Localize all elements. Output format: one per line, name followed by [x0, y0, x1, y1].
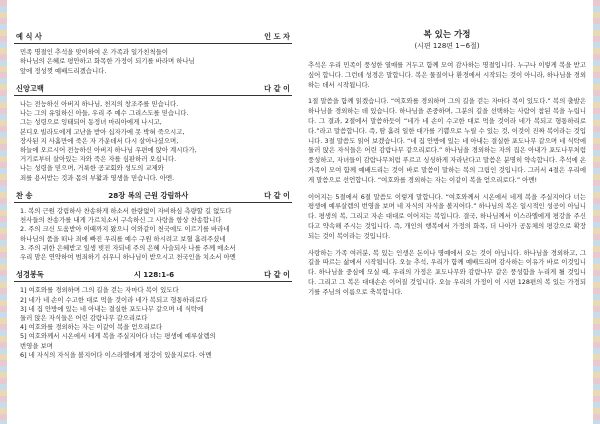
call-leader: 인 도 자 — [264, 32, 290, 41]
creed-leader: 다 같 이 — [264, 83, 290, 93]
hymn-line: 1. 복의 근원 강림하사 찬송하게 하소서 한량없이 자비하심 측량할 길 없도다 — [20, 207, 232, 216]
sermon-paragraph: 추석은 우리 민족이 풍성한 열매를 거두고 함께 모여 감사하는 명절입니다. 누구나 이렇게 복을 받고 싶어 합니다. 그런데 성경은 말합니다. 복은 물질이나 환경에서 시작되는 것이 아니라, 하나님을 경외하는 데서 시작됩니다. — [308, 61, 586, 89]
scripture-line: 둘러 앉은 자식들은 어린 감람나무 같으리로다 — [20, 314, 148, 323]
scripture-reference: 시 128:1-6 — [133, 270, 175, 280]
sermon-paragraph: 이어지는 5절에서 6절 말씀도 이렇게 말합니다. “여호와께서 시온에서 네게 복을 주실지어다 너는 평생에 예루살렘의 번영을 보며 네 자식의 자식을 볼지어다.” 하나님의 복은 일시적인 성공이 아닙니다. 평생의 복, 그리고 자손 대대로 이어지는 복입니다. 결국, 하나님께서 이스라엘에게 평강을 주신다고 약속해 주시는 것입니다. 즉, 개인의 행복에서 가정의 화목, 더 나아가 공동체의 평강으로 확장되는 것이 복이라는 것입니다. — [308, 192, 586, 240]
hymn-line: 3. 주의 귀한 은혜받고 일생 빚진 자되네 주의 은혜 사슬되사 나를 주께 매소서 — [20, 243, 236, 252]
decorative-border-left — [0, 0, 7, 424]
call-section — [14, 30, 292, 76]
creed-line: 죄를 용서받는 것과 몸의 부활과 영생을 믿습니다. 아멘. — [20, 173, 175, 182]
scripture-line: 1] 여호와를 경외하며 그의 길을 걷는 자마다 복이 있도다 — [20, 286, 179, 295]
scripture-title: 성경봉독 — [16, 270, 44, 280]
creed-title: 신앙고백 — [16, 83, 44, 93]
call-header — [14, 30, 292, 44]
call-line: 민족 명절인 추석을 맞이하여 온 가족과 일가친척들이 — [20, 48, 169, 57]
creed-text — [20, 100, 292, 183]
sermon-column — [308, 30, 586, 305]
creed-line: 하늘에 오르시어 전능하신 아버지 하나님 우편에 앉아 계시다가, — [20, 146, 197, 155]
hymn-number: 28장 복의 근원 강림하사 — [108, 190, 189, 200]
decorative-border-right — [593, 0, 600, 424]
call-text — [20, 48, 292, 76]
creed-line: 장사된 지 사흘만에 죽은 자 가운데서 다시 살아나셨으며, — [20, 136, 179, 145]
hymn-line: 2. 주의 크신 도움받아 이때까지 왔으니 이와같이 천국에도 이르기를 바라네 — [20, 225, 230, 234]
creed-line: 나는 성령을 믿으며, 거룩한 공교회와 성도의 교제와 — [20, 164, 164, 173]
creed-header — [14, 82, 292, 96]
scripture-line: 번영을 보며 — [20, 341, 53, 350]
scripture-line: 2] 네가 네 손이 수고한 대로 먹을 것이라 네가 복되고 형통하리로다 — [20, 295, 208, 304]
scripture-header — [14, 268, 292, 282]
sermon-subtitle: (시편 128편 1~6절) — [414, 42, 480, 50]
hymn-title: 찬 송 — [16, 190, 33, 200]
hymn-line: 우리 맘은 연약하여 범죄하기 쉬우니 하나님이 받으시고 천국인을 치소서 아멘 — [20, 253, 236, 262]
hymn-section — [14, 189, 292, 262]
creed-section — [14, 82, 292, 183]
sermon-title: 복 있는 가정 — [423, 30, 471, 40]
scripture-line: 3] 네 집 안방에 있는 네 아내는 결실한 포도나무 같으며 네 식탁에 — [20, 304, 204, 313]
hymn-leader: 다 같 이 — [264, 190, 290, 200]
sermon-paragraph: 사랑하는 가족 여러분, 복 있는 인생은 돈이나 명예에서 오는 것이 아닙니다. 하나님을 경외하고, 그 길을 따르는 삶에서 시작됩니다. 오늘 추석, 우리가 함께 예배드리며 감사하는 이유가 바로 이것입니다. 하나님을 중심에 모실 때, 우리의 가정은 포도나무와 감람나무 같은 풍성함을 누리게 될 것입니다. 그리고 그 복은 대대손손 이어질 것입니다. 오늘 우리의 가정이 이 시편 128편의 복 있는 가정되기를 주님의 이름으로 축복합니다. — [308, 248, 586, 296]
hymn-header — [14, 189, 292, 203]
scripture-line: 5] 여호와께서 시온에서 네게 복을 주실지어다 너는 평생에 예루살렘의 — [20, 332, 216, 341]
worship-order-column — [14, 30, 292, 366]
scripture-section — [14, 268, 292, 360]
hymn-line: 하나님의 품을 떠나 죄에 빠진 우리를 예수 구원 하시려고 보혈 흘려주셨네 — [20, 234, 226, 243]
call-line: 하나님의 은혜로 평안하고 화목한 가정이 되기를 바라며 하나님 — [20, 57, 195, 66]
creed-line: 그는 성령으로 잉태되어 동정녀 마리아에게 나시고, — [20, 118, 162, 127]
creed-line: 거기로부터 살아있는 자와 죽은 자를 심판하러 오십니다. — [20, 155, 177, 164]
call-line: 앞에 정성껏 예배드리겠습니다. — [20, 66, 107, 75]
scripture-line: 4] 여호와를 경외하는 자는 이같이 복을 얻으리로다 — [20, 323, 163, 332]
hymn-line: 천사들의 찬송가를 내게 가르치소서 구속하신 그 사랑을 항상 찬송합니다 — [20, 216, 222, 225]
scripture-leader: 다 같 이 — [264, 270, 290, 280]
call-title: 예 식 사 — [16, 32, 42, 41]
scripture-line: 6] 네 자식의 자식을 볼지어다 이스라엘에게 평강이 있을지로다. 아멘 — [20, 350, 212, 359]
creed-line: 본디오 빌라도에게 고난을 받아 십자가에 못 박혀 죽으시고, — [20, 127, 185, 136]
sermon-paragraph: 1절 말씀을 함께 읽겠습니다. “여호와를 경외하며 그의 길을 걷는 자마다 복이 있도다.” 복의 출발은 하나님을 경외하는 데 있습니다. 하나님을 존중하며, 그분의 길을 선택하는 사람이 참된 복을 누립니다. 그 결과, 2절에서 말씀하듯이 “네가 네 손이 수고한 대로 먹을 것이라 네가 복되고 형통하리로다.”라고 말씀합니다. 즉, 땀 흘려 일한 대가를 기쁨으로 누릴 수 있는 것, 이것이 진짜 복이라는 것입니다. 3절 말씀도 읽어 보겠습니다. “네 집 안방에 있는 네 아내는 결실한 포도나무 같으며 네 식탁에 둘러 앉은 자식들은 어린 감람나무 같으리로다.” 하나님을 경외하는 자의 집은 아내가 포도나무처럼 풍성하고, 자녀들이 감람나무처럼 푸르고 싱싱하게 자라난다고 말씀은 분명히 약속합니다. 추석에 온 가족이 모여 함께 예배드리는 것이 바로 말씀이 말하는 복의 그림인 것입니다. 그러서 4절은 우리에게 말씀으로 선언합니다. “여호와를 경외하는 자는 이같이 복을 얻으리로다.” 아멘! — [308, 97, 586, 184]
creed-line: 나는 전능하신 아버지 하나님, 천지의 창조주를 믿습니다. — [20, 100, 179, 109]
creed-line: 나는 그의 유일하신 아들, 우리 주 예수 그리스도를 믿습니다. — [20, 109, 189, 118]
